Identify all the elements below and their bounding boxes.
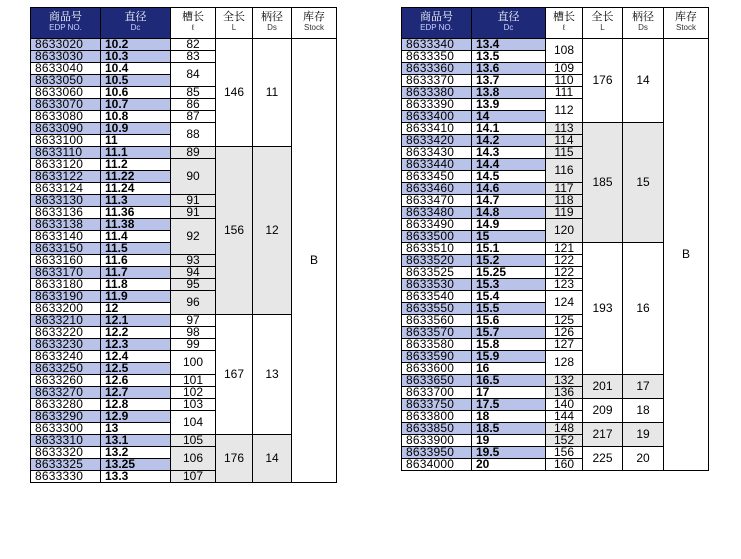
table-row <box>402 123 709 135</box>
diameter-cell: 14.2 <box>472 135 546 147</box>
header-flute-length: 槽长 ℓ <box>171 8 216 39</box>
diameter-cell: 12.2 <box>101 327 171 339</box>
diameter-cell: 13.2 <box>101 447 171 459</box>
table-row <box>402 243 709 255</box>
flute-length-cell: 113 <box>546 123 583 135</box>
flute-length-cell: 84 <box>171 63 216 87</box>
diameter-cell: 11.3 <box>101 195 171 207</box>
edp-cell: 8633800 <box>402 411 472 423</box>
table-body <box>402 39 709 471</box>
table-header-row <box>31 8 337 39</box>
flute-length-cell: 101 <box>171 375 216 387</box>
edp-cell: 8633410 <box>402 123 472 135</box>
table-row <box>31 39 337 51</box>
diameter-cell: 15.6 <box>472 315 546 327</box>
flute-length-cell: 152 <box>546 435 583 447</box>
diameter-cell: 12.3 <box>101 339 171 351</box>
flute-length-cell: 111 <box>546 87 583 99</box>
header-edp: 商品号 EDP NO. <box>402 8 472 39</box>
diameter-cell: 14 <box>472 111 546 123</box>
edp-cell: 8633140 <box>31 231 101 243</box>
diameter-cell: 11.2 <box>101 159 171 171</box>
edp-cell: 8633600 <box>402 363 472 375</box>
diameter-cell: 15.1 <box>472 243 546 255</box>
edp-cell: 8633325 <box>31 459 101 471</box>
edp-cell: 8633540 <box>402 291 472 303</box>
diameter-cell: 11.7 <box>101 267 171 279</box>
shank-diameter-cell: 16 <box>623 243 664 375</box>
diameter-cell: 11.22 <box>101 171 171 183</box>
shank-diameter-cell: 14 <box>623 39 664 123</box>
diameter-cell: 14.7 <box>472 195 546 207</box>
diameter-cell: 11.5 <box>101 243 171 255</box>
diameter-cell: 15.8 <box>472 339 546 351</box>
diameter-cell: 12.5 <box>101 363 171 375</box>
diameter-cell: 14.3 <box>472 147 546 159</box>
shank-diameter-cell: 12 <box>253 147 292 315</box>
diameter-cell: 14.5 <box>472 171 546 183</box>
diameter-cell: 11.6 <box>101 255 171 267</box>
table-row <box>402 447 709 459</box>
flute-length-cell: 108 <box>546 39 583 63</box>
shank-diameter-cell: 14 <box>253 435 292 483</box>
shank-diameter-cell: 19 <box>623 423 664 447</box>
header-stock: 库存 Stock <box>664 8 709 39</box>
diameter-cell: 13.5 <box>472 51 546 63</box>
edp-cell: 8633122 <box>31 171 101 183</box>
diameter-cell: 11.8 <box>101 279 171 291</box>
table-header-row <box>402 8 709 39</box>
diameter-cell: 10.9 <box>101 123 171 135</box>
edp-cell: 8633560 <box>402 315 472 327</box>
diameter-cell: 13.25 <box>101 459 171 471</box>
flute-length-cell: 106 <box>171 447 216 471</box>
edp-cell: 8633420 <box>402 135 472 147</box>
diameter-cell: 11.4 <box>101 231 171 243</box>
diameter-cell: 10.8 <box>101 111 171 123</box>
diameter-cell: 12.7 <box>101 387 171 399</box>
diameter-cell: 18.5 <box>472 423 546 435</box>
edp-cell: 8633330 <box>31 471 101 483</box>
edp-cell: 8633280 <box>31 399 101 411</box>
shank-diameter-cell: 15 <box>623 123 664 243</box>
edp-cell: 8634000 <box>402 459 472 471</box>
edp-cell: 8633380 <box>402 87 472 99</box>
flute-length-cell: 114 <box>546 135 583 147</box>
diameter-cell: 16.5 <box>472 375 546 387</box>
edp-cell: 8633150 <box>31 243 101 255</box>
flute-length-cell: 120 <box>546 219 583 243</box>
edp-cell: 8633470 <box>402 195 472 207</box>
header-flute-length: 槽长 ℓ <box>546 8 583 39</box>
edp-cell: 8633250 <box>31 363 101 375</box>
flute-length-cell: 92 <box>171 219 216 255</box>
overall-length-cell: 217 <box>583 423 623 447</box>
diameter-cell: 11.24 <box>101 183 171 195</box>
flute-length-cell: 87 <box>171 111 216 123</box>
edp-cell: 8633050 <box>31 75 101 87</box>
table-row <box>31 435 337 447</box>
stock-cell: B <box>292 39 337 483</box>
diameter-cell: 12.6 <box>101 375 171 387</box>
edp-cell: 8633590 <box>402 351 472 363</box>
diameter-cell: 11 <box>101 135 171 147</box>
diameter-cell: 14.1 <box>472 123 546 135</box>
edp-cell: 8633160 <box>31 255 101 267</box>
flute-length-cell: 90 <box>171 159 216 195</box>
edp-cell: 8633310 <box>31 435 101 447</box>
table-row <box>402 39 709 51</box>
flute-length-cell: 117 <box>546 183 583 195</box>
edp-cell: 8633170 <box>31 267 101 279</box>
edp-cell: 8633430 <box>402 147 472 159</box>
diameter-cell: 18 <box>472 411 546 423</box>
flute-length-cell: 102 <box>171 387 216 399</box>
header-overall-length: 全长 L <box>583 8 623 39</box>
shank-diameter-cell: 20 <box>623 447 664 471</box>
edp-cell: 8633530 <box>402 279 472 291</box>
edp-cell: 8633180 <box>31 279 101 291</box>
edp-cell: 8633700 <box>402 387 472 399</box>
flute-length-cell: 144 <box>546 411 583 423</box>
diameter-cell: 11.9 <box>101 291 171 303</box>
flute-length-cell: 124 <box>546 291 583 315</box>
shank-diameter-cell: 18 <box>623 399 664 423</box>
edp-cell: 8633060 <box>31 87 101 99</box>
flute-length-cell: 94 <box>171 267 216 279</box>
edp-cell: 8633100 <box>31 135 101 147</box>
overall-length-cell: 201 <box>583 375 623 399</box>
diameter-cell: 15.3 <box>472 279 546 291</box>
edp-cell: 8633270 <box>31 387 101 399</box>
diameter-cell: 13.8 <box>472 87 546 99</box>
overall-length-cell: 176 <box>583 39 623 123</box>
edp-cell: 8633210 <box>31 315 101 327</box>
flute-length-cell: 91 <box>171 207 216 219</box>
flute-length-cell: 112 <box>546 99 583 123</box>
edp-cell: 8633400 <box>402 111 472 123</box>
diameter-cell: 19 <box>472 435 546 447</box>
edp-cell: 8633090 <box>31 123 101 135</box>
diameter-cell: 19.5 <box>472 447 546 459</box>
shank-diameter-cell: 13 <box>253 315 292 435</box>
edp-cell: 8633080 <box>31 111 101 123</box>
edp-cell: 8633500 <box>402 231 472 243</box>
overall-length-cell: 193 <box>583 243 623 375</box>
diameter-cell: 13.9 <box>472 99 546 111</box>
diameter-cell: 10.6 <box>101 87 171 99</box>
flute-length-cell: 128 <box>546 351 583 375</box>
overall-length-cell: 225 <box>583 447 623 471</box>
edp-cell: 8633300 <box>31 423 101 435</box>
edp-cell: 8633200 <box>31 303 101 315</box>
edp-cell: 8633950 <box>402 447 472 459</box>
diameter-cell: 10.5 <box>101 75 171 87</box>
diameter-cell: 15.9 <box>472 351 546 363</box>
overall-length-cell: 185 <box>583 123 623 243</box>
flute-length-cell: 103 <box>171 399 216 411</box>
diameter-cell: 13.4 <box>472 39 546 51</box>
edp-cell: 8633040 <box>31 63 101 75</box>
overall-length-cell: 167 <box>216 315 253 435</box>
flute-length-cell: 148 <box>546 423 583 435</box>
table-row <box>402 423 709 435</box>
flute-length-cell: 119 <box>546 207 583 219</box>
edp-cell: 8633030 <box>31 51 101 63</box>
edp-cell: 8633020 <box>31 39 101 51</box>
flute-length-cell: 118 <box>546 195 583 207</box>
edp-cell: 8633130 <box>31 195 101 207</box>
flute-length-cell: 122 <box>546 267 583 279</box>
diameter-cell: 14.9 <box>472 219 546 231</box>
table-row <box>402 399 709 411</box>
diameter-cell: 10.4 <box>101 63 171 75</box>
edp-cell: 8633110 <box>31 147 101 159</box>
flute-length-cell: 110 <box>546 75 583 87</box>
edp-cell: 8633260 <box>31 375 101 387</box>
edp-cell: 8633570 <box>402 327 472 339</box>
edp-cell: 8633440 <box>402 159 472 171</box>
edp-cell: 8633750 <box>402 399 472 411</box>
diameter-cell: 13.7 <box>472 75 546 87</box>
diameter-cell: 11.36 <box>101 207 171 219</box>
edp-cell: 8633450 <box>402 171 472 183</box>
edp-cell: 8633370 <box>402 75 472 87</box>
table-row <box>402 375 709 387</box>
flute-length-cell: 96 <box>171 291 216 315</box>
diameter-cell: 15 <box>472 231 546 243</box>
edp-cell: 8633390 <box>402 99 472 111</box>
edp-cell: 8633525 <box>402 267 472 279</box>
diameter-cell: 10.3 <box>101 51 171 63</box>
header-edp: 商品号 EDP NO. <box>31 8 101 39</box>
edp-cell: 8633120 <box>31 159 101 171</box>
table-row <box>31 147 337 159</box>
diameter-cell: 15.4 <box>472 291 546 303</box>
flute-length-cell: 109 <box>546 63 583 75</box>
flute-length-cell: 85 <box>171 87 216 99</box>
diameter-cell: 17.5 <box>472 399 546 411</box>
edp-cell: 8633480 <box>402 207 472 219</box>
stock-cell: B <box>664 39 709 471</box>
edp-cell: 8633230 <box>31 339 101 351</box>
edp-cell: 8633350 <box>402 51 472 63</box>
table-body <box>31 39 337 483</box>
header-diameter: 直径 Dc <box>101 8 171 39</box>
edp-cell: 8633070 <box>31 99 101 111</box>
header-shank-diameter: 柄径 Ds <box>253 8 292 39</box>
edp-cell: 8633650 <box>402 375 472 387</box>
diameter-cell: 10.7 <box>101 99 171 111</box>
edp-cell: 8633320 <box>31 447 101 459</box>
flute-length-cell: 132 <box>546 375 583 387</box>
flute-length-cell: 83 <box>171 51 216 63</box>
flute-length-cell: 105 <box>171 435 216 447</box>
diameter-cell: 12 <box>101 303 171 315</box>
flute-length-cell: 88 <box>171 123 216 147</box>
flute-length-cell: 136 <box>546 387 583 399</box>
edp-cell: 8633240 <box>31 351 101 363</box>
overall-length-cell: 156 <box>216 147 253 315</box>
diameter-cell: 12.8 <box>101 399 171 411</box>
overall-length-cell: 146 <box>216 39 253 147</box>
diameter-cell: 12.1 <box>101 315 171 327</box>
flute-length-cell: 115 <box>546 147 583 159</box>
flute-length-cell: 100 <box>171 351 216 375</box>
diameter-cell: 17 <box>472 387 546 399</box>
flute-length-cell: 160 <box>546 459 583 471</box>
flute-length-cell: 140 <box>546 399 583 411</box>
overall-length-cell: 209 <box>583 399 623 423</box>
edp-cell: 8633900 <box>402 435 472 447</box>
shank-diameter-cell: 11 <box>253 39 292 147</box>
flute-length-cell: 122 <box>546 255 583 267</box>
flute-length-cell: 156 <box>546 447 583 459</box>
edp-cell: 8633490 <box>402 219 472 231</box>
flute-length-cell: 104 <box>171 411 216 435</box>
flute-length-cell: 116 <box>546 159 583 183</box>
header-diameter: 直径 Dc <box>472 8 546 39</box>
flute-length-cell: 127 <box>546 339 583 351</box>
diameter-cell: 13.1 <box>101 435 171 447</box>
edp-cell: 8633124 <box>31 183 101 195</box>
diameter-cell: 15.2 <box>472 255 546 267</box>
diameter-cell: 11.1 <box>101 147 171 159</box>
diameter-cell: 15.7 <box>472 327 546 339</box>
flute-length-cell: 97 <box>171 315 216 327</box>
edp-cell: 8633520 <box>402 255 472 267</box>
edp-cell: 8633136 <box>31 207 101 219</box>
edp-cell: 8633360 <box>402 63 472 75</box>
flute-length-cell: 123 <box>546 279 583 291</box>
diameter-cell: 14.4 <box>472 159 546 171</box>
edp-cell: 8633340 <box>402 39 472 51</box>
header-overall-length: 全长 L <box>216 8 253 39</box>
flute-length-cell: 121 <box>546 243 583 255</box>
table-row <box>31 315 337 327</box>
flute-length-cell: 125 <box>546 315 583 327</box>
diameter-cell: 15.25 <box>472 267 546 279</box>
diameter-cell: 16 <box>472 363 546 375</box>
diameter-cell: 15.5 <box>472 303 546 315</box>
edp-cell: 8633850 <box>402 423 472 435</box>
diameter-cell: 10.2 <box>101 39 171 51</box>
edp-cell: 8633290 <box>31 411 101 423</box>
header-stock: 库存 Stock <box>292 8 337 39</box>
diameter-cell: 13 <box>101 423 171 435</box>
edp-cell: 8633580 <box>402 339 472 351</box>
edp-cell: 8633220 <box>31 327 101 339</box>
diameter-cell: 13.3 <box>101 471 171 483</box>
overall-length-cell: 176 <box>216 435 253 483</box>
diameter-cell: 20 <box>472 459 546 471</box>
flute-length-cell: 107 <box>171 471 216 483</box>
flute-length-cell: 126 <box>546 327 583 339</box>
diameter-cell: 13.6 <box>472 63 546 75</box>
drill-spec-table-left <box>30 7 337 483</box>
flute-length-cell: 95 <box>171 279 216 291</box>
flute-length-cell: 99 <box>171 339 216 351</box>
edp-cell: 8633190 <box>31 291 101 303</box>
edp-cell: 8633460 <box>402 183 472 195</box>
diameter-cell: 12.9 <box>101 411 171 423</box>
flute-length-cell: 82 <box>171 39 216 51</box>
diameter-cell: 12.4 <box>101 351 171 363</box>
diameter-cell: 14.8 <box>472 207 546 219</box>
edp-cell: 8633510 <box>402 243 472 255</box>
edp-cell: 8633550 <box>402 303 472 315</box>
drill-spec-table-right <box>401 7 709 471</box>
shank-diameter-cell: 17 <box>623 375 664 399</box>
diameter-cell: 11.38 <box>101 219 171 231</box>
flute-length-cell: 98 <box>171 327 216 339</box>
flute-length-cell: 89 <box>171 147 216 159</box>
edp-cell: 8633138 <box>31 219 101 231</box>
flute-length-cell: 93 <box>171 255 216 267</box>
flute-length-cell: 91 <box>171 195 216 207</box>
diameter-cell: 14.6 <box>472 183 546 195</box>
flute-length-cell: 86 <box>171 99 216 111</box>
header-shank-diameter: 柄径 Ds <box>623 8 664 39</box>
